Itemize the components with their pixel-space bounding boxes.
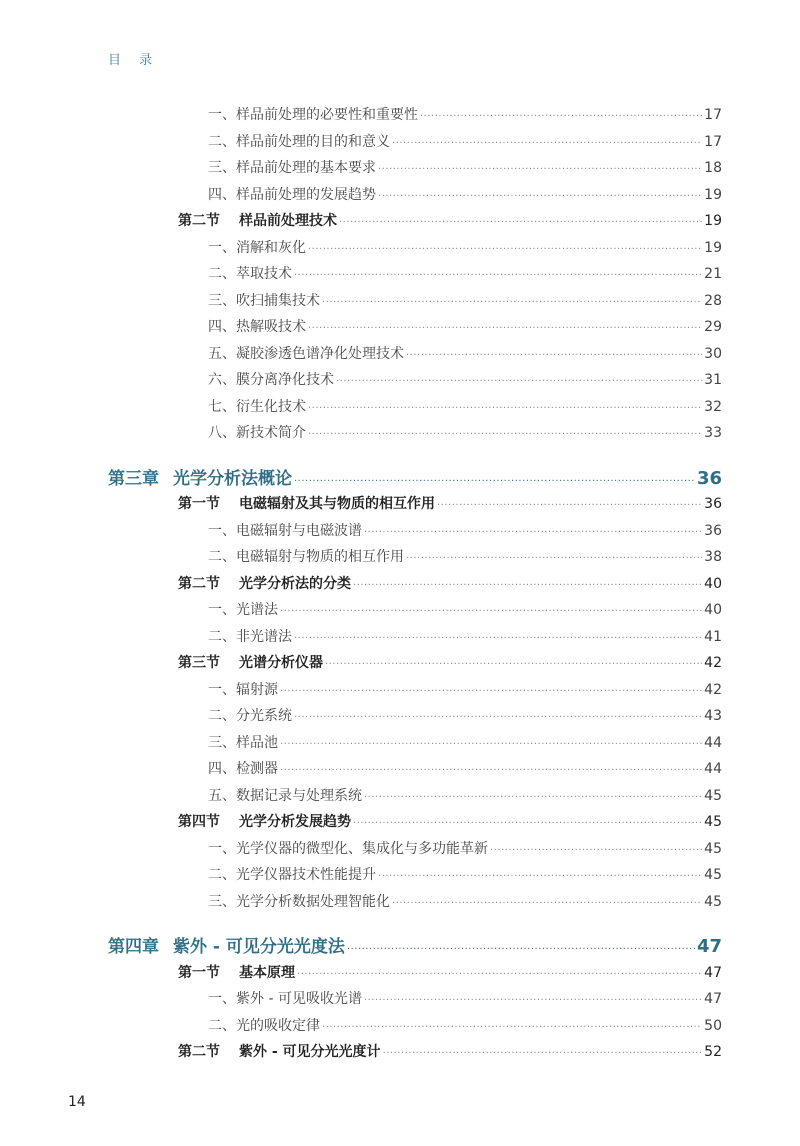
toc-section-title: 基本原理 [239, 964, 295, 981]
leader-dots [280, 606, 702, 617]
toc-item-label [208, 838, 488, 858]
toc-item [208, 290, 722, 310]
toc-item [208, 732, 722, 752]
leader-dots [406, 350, 702, 361]
toc-chapter-label [108, 464, 292, 489]
toc-page-number: 50 [704, 1017, 722, 1034]
leader-dots [294, 270, 702, 281]
toc-item-label [208, 290, 320, 310]
toc-page-number: 45 [704, 787, 722, 804]
toc-item-label [208, 891, 390, 911]
toc-section-label [178, 962, 295, 982]
toc-item [208, 237, 722, 257]
toc-page-number: 44 [704, 761, 722, 777]
toc-page-number: 29 [704, 319, 722, 335]
toc-item [208, 626, 722, 646]
toc-item [208, 422, 722, 442]
toc-page-number: 52 [704, 1044, 722, 1060]
toc-page-number: 43 [704, 708, 722, 724]
toc-page-number: 40 [704, 602, 722, 618]
toc-page-number: 44 [704, 734, 722, 751]
toc-item-label [208, 263, 292, 283]
toc-item [208, 864, 722, 884]
toc-item-label [208, 732, 278, 752]
toc-page-number: 18 [704, 160, 722, 176]
toc-chapter-title: 光学分析法概论 [173, 468, 292, 489]
toc-item [208, 263, 722, 283]
leader-dots [308, 323, 702, 334]
toc-item-title: 二、电磁辐射与物质的相互作用 [208, 549, 404, 565]
toc-item-title: 一、样品前处理的必要性和重要性 [208, 107, 418, 123]
toc-item-label [208, 157, 376, 177]
toc-item-title: 三、样品池 [208, 734, 278, 751]
toc-item-label [208, 396, 306, 416]
toc-section [178, 811, 722, 831]
toc-item [208, 679, 722, 699]
toc-item [208, 396, 722, 416]
toc-item-label [208, 343, 404, 363]
toc-item [208, 131, 722, 151]
toc-page-number: 21 [704, 266, 722, 282]
toc-item-label [208, 988, 362, 1008]
toc-page-number: 42 [704, 655, 722, 671]
toc-item-title: 三、光学分析数据处理智能化 [208, 893, 390, 910]
toc-item-title: 二、样品前处理的目的和意义 [208, 133, 390, 150]
leader-dots [322, 297, 702, 308]
toc-section-label [178, 1041, 381, 1061]
toc-item-title: 一、光学仪器的微型化、集成化与多功能革新 [208, 840, 488, 857]
toc-page-number: 45 [704, 814, 722, 830]
toc-item-title: 一、电磁辐射与电磁波谱 [208, 522, 362, 539]
toc-chapter-number: 第四章 [108, 937, 159, 957]
toc-section [178, 652, 722, 672]
toc-page-number: 42 [704, 681, 722, 698]
toc-page-number: 17 [704, 133, 722, 150]
toc-section-number: 第二节 [178, 575, 220, 592]
toc-section [178, 210, 722, 230]
toc-item-label [208, 131, 390, 151]
leader-dots [353, 818, 702, 829]
toc-section-title: 紫外 - 可见分光光度计 [239, 1044, 381, 1060]
leader-dots [280, 686, 702, 697]
toc-item-title: 五、凝胶渗透色谱净化处理技术 [208, 345, 404, 362]
toc-item-title: 三、样品前处理的基本要求 [208, 160, 376, 176]
leader-dots [420, 111, 702, 122]
toc-chapter-number: 第三章 [108, 468, 159, 489]
toc-chapter-title: 紫外 - 可见分光光度法 [173, 937, 345, 957]
toc-item-title: 七、衍生化技术 [208, 398, 306, 415]
toc-section-number: 第二节 [178, 213, 220, 229]
leader-dots [347, 944, 695, 955]
toc-section [178, 493, 722, 513]
toc-item [208, 316, 722, 336]
toc-section-title: 光学分析法的分类 [239, 575, 351, 592]
leader-dots [280, 765, 702, 776]
toc-item-title: 四、热解吸技术 [208, 319, 306, 335]
leader-dots [406, 553, 702, 564]
toc-page-number: 17 [704, 107, 722, 123]
toc-item [208, 785, 722, 805]
toc-section-number: 第三节 [178, 655, 220, 671]
toc-section-title: 光学分析发展趋势 [239, 814, 351, 830]
leader-dots [437, 500, 702, 511]
toc-item-label [208, 369, 334, 389]
toc-page-number: 47 [696, 936, 722, 957]
toc-section-label [178, 652, 323, 672]
toc-item [208, 988, 722, 1008]
toc-page-number: 45 [704, 893, 722, 910]
toc-item [208, 599, 722, 619]
toc-item [208, 891, 722, 911]
toc-section-number: 第二节 [178, 1044, 220, 1060]
toc-item [208, 838, 722, 858]
toc-chapter [108, 464, 722, 489]
toc-section [178, 573, 722, 593]
leader-dots [294, 476, 695, 487]
toc-item [208, 1015, 722, 1035]
toc-item [208, 520, 722, 540]
toc-item [208, 104, 722, 124]
toc-item [208, 705, 722, 725]
toc-page-number: 19 [704, 213, 722, 229]
toc-page-number: 33 [704, 425, 722, 441]
leader-dots [364, 792, 702, 803]
leader-dots [280, 739, 702, 750]
toc-page-number: 19 [704, 239, 722, 256]
leader-dots [297, 969, 702, 980]
toc-item-title: 二、分光系统 [208, 708, 292, 724]
toc-section-title: 电磁辐射及其与物质的相互作用 [239, 496, 435, 512]
running-header: 目 录 [108, 53, 160, 68]
toc-item-label [208, 626, 292, 646]
toc-page-number: 30 [704, 345, 722, 362]
toc-item-label [208, 546, 404, 566]
toc-item [208, 546, 722, 566]
toc-page-number: 19 [704, 186, 722, 203]
toc-item-label [208, 599, 278, 619]
toc-page-number: 36 [704, 496, 722, 512]
toc-item [208, 369, 722, 389]
leader-dots [308, 403, 702, 414]
toc-item-title: 一、紫外 - 可见吸收光谱 [208, 991, 362, 1007]
toc-item-title: 四、检测器 [208, 761, 278, 777]
toc-section [178, 962, 722, 982]
leader-dots [339, 217, 702, 228]
toc-item-title: 一、辐射源 [208, 681, 278, 698]
leader-dots [364, 527, 702, 538]
toc-item-title: 二、光学仪器技术性能提升 [208, 867, 376, 883]
toc-item-title: 一、光谱法 [208, 602, 278, 618]
leader-dots [364, 995, 702, 1006]
leader-dots [383, 1048, 703, 1059]
toc-item-label [208, 316, 306, 336]
leader-dots [308, 244, 702, 255]
leader-dots [490, 845, 702, 856]
toc-item-label [208, 520, 362, 540]
toc-item-title: 二、光的吸收定律 [208, 1017, 320, 1034]
toc-item [208, 758, 722, 778]
leader-dots [322, 1022, 702, 1033]
toc-page-number: 32 [704, 398, 722, 415]
toc-item [208, 184, 722, 204]
toc-chapter-label [108, 932, 345, 957]
toc-item [208, 343, 722, 363]
toc-section-label [178, 811, 351, 831]
leader-dots [392, 898, 702, 909]
toc-item-label [208, 864, 376, 884]
toc-item-title: 一、消解和灰化 [208, 239, 306, 256]
toc-section-number: 第一节 [178, 496, 220, 512]
toc-item-label [208, 1015, 320, 1035]
toc-section-title: 光谱分析仪器 [239, 655, 323, 671]
leader-dots [378, 871, 702, 882]
toc-section-number: 第四节 [178, 814, 220, 830]
toc-page-number: 36 [696, 467, 722, 489]
toc-section-number: 第一节 [178, 964, 220, 981]
toc-section-label [178, 493, 435, 513]
toc-item-label [208, 785, 362, 805]
toc-section [178, 1041, 722, 1061]
toc-page-number: 28 [704, 292, 722, 309]
toc-item-label [208, 184, 376, 204]
toc-section-title: 样品前处理技术 [239, 213, 337, 229]
leader-dots [378, 164, 702, 175]
leader-dots [353, 580, 702, 591]
toc-page-number: 45 [704, 867, 722, 883]
toc-item-label [208, 422, 306, 442]
toc-page-number: 31 [704, 372, 722, 388]
toc-page-number: 41 [704, 628, 722, 645]
toc-section-label [178, 573, 351, 593]
toc-item-label [208, 705, 292, 725]
toc-page-number: 36 [704, 522, 722, 539]
toc-page-number: 40 [704, 575, 722, 592]
toc-item-title: 六、膜分离净化技术 [208, 372, 334, 388]
toc-item-title: 八、新技术简介 [208, 425, 306, 441]
leader-dots [325, 659, 702, 670]
leader-dots [308, 429, 702, 440]
page-number: 14 [68, 1094, 86, 1110]
leader-dots [378, 191, 702, 202]
toc-item-title: 二、非光谱法 [208, 628, 292, 645]
toc-item-label [208, 104, 418, 124]
leader-dots [392, 138, 702, 149]
toc-item-title: 四、样品前处理的发展趋势 [208, 186, 376, 203]
leader-dots [294, 712, 702, 723]
toc-item-label [208, 237, 306, 257]
toc-page-number: 47 [704, 964, 722, 981]
toc-chapter [108, 932, 722, 957]
leader-dots [336, 376, 702, 387]
toc-page-number: 47 [704, 991, 722, 1007]
toc-item-title: 三、吹扫捕集技术 [208, 292, 320, 309]
toc-item-title: 二、萃取技术 [208, 266, 292, 282]
toc-item-label [208, 679, 278, 699]
toc-page-number: 45 [704, 840, 722, 857]
toc-item-title: 五、数据记录与处理系统 [208, 787, 362, 804]
toc-item [208, 157, 722, 177]
toc-section-label [178, 210, 337, 230]
toc-page-number: 38 [704, 549, 722, 565]
toc-item-label [208, 758, 278, 778]
leader-dots [294, 633, 702, 644]
